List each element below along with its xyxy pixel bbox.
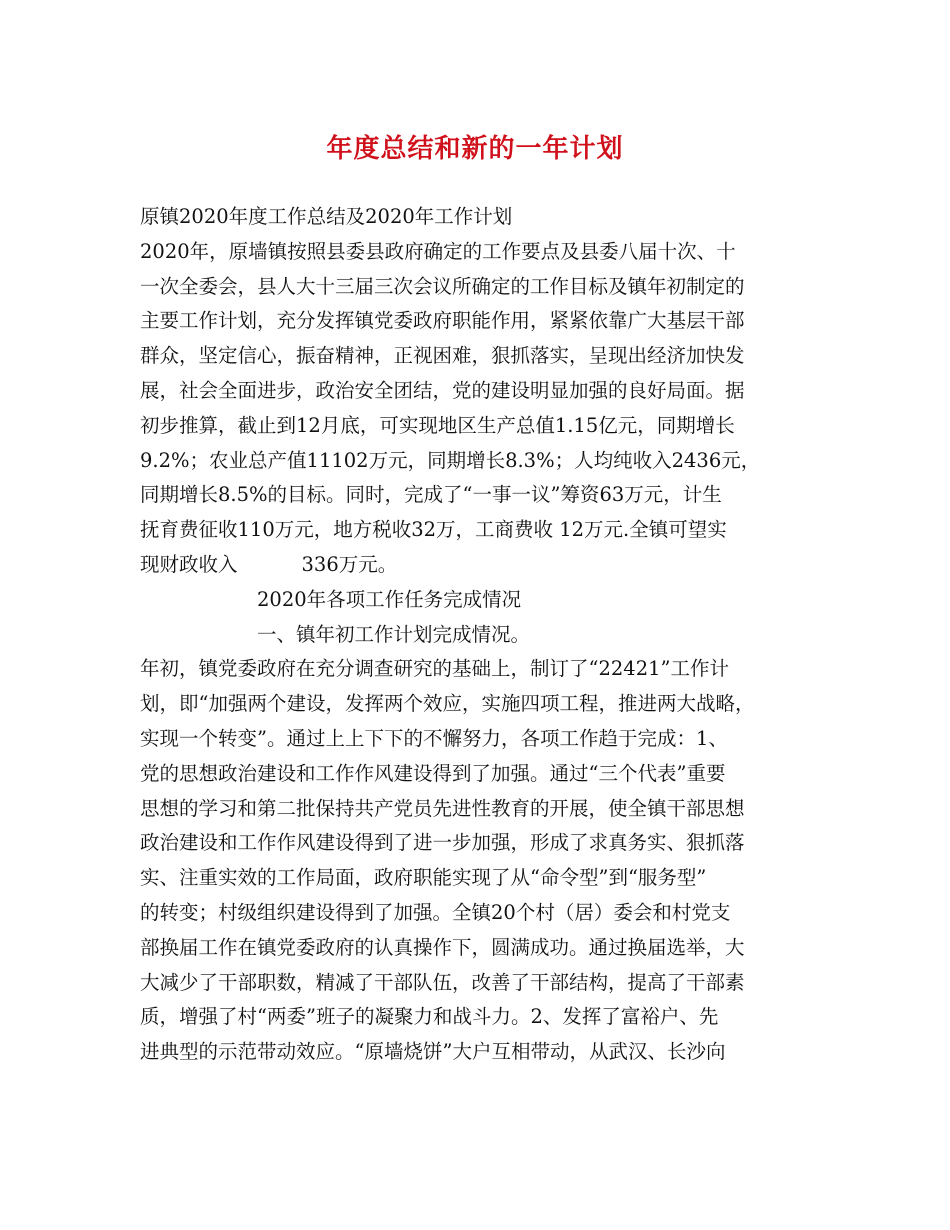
text-line: 党的思想政治建设和工作作风建设得到了加强。通过“三个代表”重要 (140, 761, 726, 785)
text-line: 展，社会全面进步，政治安全团结，党的建设明显加强的良好局面。据 (140, 378, 745, 402)
text-line: 实、注重实效的工作局面，政府职能实现了从“命令型”到“服务型” (140, 866, 707, 890)
text-line: 的转变；村级组织建设得到了加强。全镇20个村（居）委会和村党支 (140, 900, 731, 924)
text-line-final (140, 548, 820, 583)
text-line: 思想的学习和第二批保持共产党员先进性教育的开展，使全镇干部思想 (140, 796, 745, 820)
text-line: 原镇2020年度工作总结及2020年工作计划 (140, 205, 513, 228)
text-line: 大减少了干部职数，精减了干部队伍，改善了干部结构，提高了干部素 (140, 970, 745, 994)
text-line: 主要工作计划，充分发挥镇党委政府职能作用，紧紧依靠广大基层干部 (140, 309, 745, 333)
text-line: 实现一个转变”。通过上上下下的不懈努力，各项工作趋于完成：1、 (140, 726, 728, 750)
text-line-final-prefix: 现财政收入 (140, 552, 238, 576)
text-line: 年初，镇党委政府在充分调查研究的基础上，制订了“22421”工作计 (140, 657, 729, 681)
text-line: 同期增长8.5%的目标。同时，完成了“一事一议”筹资63万元，计生 (140, 483, 722, 507)
text-line: 抚育费征收110万元，地方税收32万，工商费收 12万元.全镇可望实 (140, 518, 727, 542)
text-line: 一次全委会，县人大十三届三次会议所确定的工作目标及镇年初制定的 (140, 274, 745, 298)
text-line: 进典型的示范带动效应。“原墙烧饼”大户互相带动，从武汉、长沙向 (140, 1040, 726, 1064)
subsection-heading: 一、镇年初工作计划完成情况。 (257, 622, 531, 646)
text-line: 初步推算，截止到12月底，可实现地区生产总值1.15亿元，同期增长 (140, 413, 735, 437)
text-line: 质，增强了村“两委”班子的凝聚力和战斗力。2、发挥了富裕户、先 (140, 1005, 719, 1029)
text-line: 政治建设和工作作风建设得到了进一步加强，形成了求真务实、狠抓落 (140, 831, 745, 855)
text-line: 2020年，原墙镇按照县委县政府确定的工作要点及县委八届十次、十 (140, 239, 736, 263)
text-line-final-suffix: 336万元。 (301, 552, 398, 576)
text-line: 群众，坚定信心，振奋精神，正视困难，狠抓落实，呈现出经济加快发 (140, 344, 745, 368)
document-body (140, 200, 820, 1070)
text-line: 9.2%；农业总产值11102万元，同期增长8.3%；人均纯收入2436元， (140, 448, 761, 472)
document-title: 年度总结和新的一年计划 (326, 134, 624, 164)
text-line: 部换届工作在镇党委政府的认真操作下，圆满成功。通过换届选举，大 (140, 935, 745, 959)
text-line: 划，即“加强两个建设，发挥两个效应，实施四项工程，推进两大战略， (140, 692, 755, 716)
section-heading: 2020年各项工作任务完成情况 (257, 587, 522, 611)
